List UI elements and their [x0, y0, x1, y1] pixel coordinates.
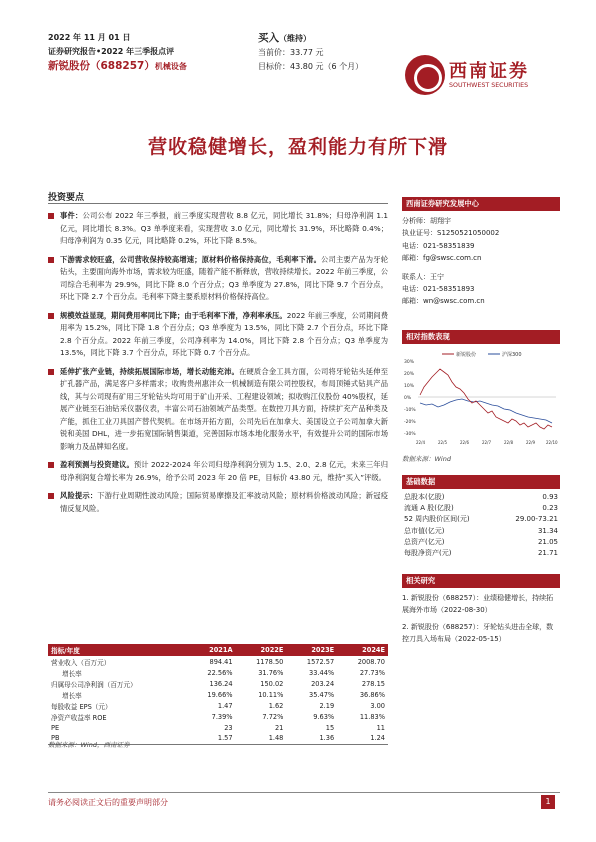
- para-lead: 盈利预测与投资建议。: [60, 460, 134, 469]
- x-tick: 22/7: [482, 440, 491, 445]
- para-expense: [48, 310, 388, 360]
- cell: 36.86%: [359, 690, 385, 699]
- table-source: 数据来源：Wind，西南证券: [48, 741, 130, 749]
- cell: 7.39%: [211, 712, 233, 721]
- col-header: 2023E: [286, 644, 337, 656]
- label: 邮箱：: [402, 254, 423, 263]
- summary-heading: 投资要点: [48, 193, 85, 203]
- rating-note: （维持）: [279, 34, 311, 43]
- footer-divider: [48, 792, 560, 793]
- logo-text-cn: 西南证券: [449, 61, 529, 82]
- cell: 9.63%: [313, 712, 335, 721]
- cell: 1.47: [217, 701, 233, 710]
- cell: PE: [51, 723, 60, 732]
- target-price: [258, 60, 363, 74]
- cell: 1.62: [268, 701, 284, 710]
- cell: 1572.57: [306, 657, 335, 666]
- para-text: 预计 2022-2024 年公司归母净利润分别为 1.5、2.0、2.8 亿元，未来三年归母净利润复合增长率为 26.9%，给予公司 2023 年 20 倍 PE，目标价 43.80 元，维持“买入”评级。: [60, 460, 388, 482]
- tel-row: [402, 240, 560, 252]
- col-header: 指标/年度: [48, 644, 188, 656]
- cell: 21.05: [537, 537, 558, 546]
- x-tick: 22/5: [438, 440, 447, 445]
- col-header: 2022E: [236, 644, 287, 656]
- legend-label-index: 沪深300: [502, 352, 522, 358]
- cell: 0.23: [542, 503, 558, 512]
- target-value: 43.80 元（6 个月）: [290, 62, 364, 71]
- price-label: 当前价：: [258, 48, 290, 57]
- tel2-row: [402, 283, 560, 295]
- cell: 203.24: [311, 679, 335, 688]
- cell: 29.00-73.21: [515, 515, 558, 524]
- y-tick: 0%: [404, 396, 412, 401]
- table-row: [402, 514, 560, 525]
- related-item[interactable]: [402, 621, 560, 646]
- y-tick: 20%: [404, 372, 415, 377]
- relative-performance-chart: [402, 347, 560, 447]
- para-text: 下游行业周期性波动风险；国际贸易摩擦及汇率波动风险；原材料价格波动风险；新冠疫情反复风险。: [60, 491, 389, 513]
- label: 电话：: [402, 241, 423, 250]
- tel-number: 021-58351839: [423, 241, 475, 250]
- x-tick: 22/10: [546, 440, 558, 445]
- cell: 31.34: [537, 526, 558, 535]
- cell: 流通 A 股(亿股): [404, 503, 454, 512]
- table-row: [402, 502, 560, 513]
- label: 联系人：: [402, 272, 430, 281]
- email-address[interactable]: wn@swsc.com.cn: [423, 297, 485, 306]
- x-tick: 22/8: [504, 440, 513, 445]
- para-text: 2022 年前三季度，公司期间费用率为 15.2%，同比下降 1.8 个百分点；Q3 单季度为 13.5%，同比下降 2.7 个百分点，环比下降 2.8 个百分点。2022 年前三季度，公司净利率为 14.0%，同比下降 2.8 个百分点；Q3 单季度为 13.5%，同比下降 3.7 个百分点，环比下降 0.7 个百分点。: [60, 310, 389, 357]
- table-row: [402, 525, 560, 536]
- financial-forecast-table: [48, 644, 388, 745]
- cell: 2008.70: [357, 657, 385, 666]
- related-list: [402, 592, 560, 646]
- para-event: [48, 210, 388, 248]
- cell: 15: [325, 723, 335, 732]
- report-type: 证券研究报告•2022 年三季报点评: [48, 47, 175, 56]
- cell: 每股收益 EPS（元）: [51, 702, 112, 711]
- cell: 增长率: [62, 669, 82, 678]
- legend-label-stock: 新锐股份: [456, 352, 477, 358]
- table-row: [48, 667, 388, 678]
- current-price: [258, 46, 363, 60]
- rating: [258, 31, 363, 46]
- page-number: 1: [541, 795, 555, 809]
- table-row: [48, 678, 388, 689]
- y-tick: 10%: [404, 384, 415, 389]
- cell: 33.44%: [309, 668, 335, 677]
- cell: 1.48: [236, 733, 287, 744]
- divider: [48, 203, 388, 204]
- cell: 21: [274, 723, 284, 732]
- summary-body: [48, 210, 388, 521]
- related-item[interactable]: [402, 592, 560, 617]
- x-tick: 22/9: [526, 440, 535, 445]
- related-heading: 相关研究: [402, 574, 560, 588]
- cell: 52 周内股价区间(元): [404, 515, 470, 524]
- cell: 10.11%: [258, 690, 284, 699]
- x-tick: 22/4: [416, 440, 425, 445]
- label: 电话：: [402, 285, 423, 294]
- cell: 每股净资产(元): [404, 549, 452, 558]
- contact-row: [402, 271, 560, 283]
- cell: 3.00: [370, 701, 385, 710]
- cell: 1.24: [337, 733, 388, 744]
- table-header-row: [48, 644, 388, 656]
- cell: 营业收入（百万元）: [51, 658, 111, 667]
- cell: 27.73%: [359, 668, 385, 677]
- cell: 35.47%: [309, 690, 335, 699]
- label: 邮箱：: [402, 297, 423, 306]
- cell: PB: [48, 733, 188, 744]
- para-demand: [48, 254, 388, 304]
- brand-logo: [405, 55, 560, 95]
- col-header: 2021A: [188, 644, 236, 656]
- industry: 机械设备: [154, 62, 187, 71]
- chart-source: 数据来源：Wind: [402, 455, 451, 463]
- cell: 11: [376, 723, 385, 732]
- table-row: [402, 547, 560, 558]
- cell: 总资产(亿元): [404, 537, 445, 546]
- para-lead: 延伸扩张产业链，持续拓展国际市场，增长动能充沛。: [60, 366, 239, 376]
- report-meta: [48, 31, 187, 74]
- y-tick: 30%: [404, 360, 415, 365]
- rating-block: [258, 31, 363, 74]
- cell: 7.72%: [262, 712, 284, 721]
- related-title[interactable]: 1. 新锐股份（688257）：业绩稳健增长，持续拓展海外市场: [402, 594, 554, 615]
- basic-data-table: [402, 491, 560, 559]
- cell: 150.02: [260, 679, 284, 688]
- stock-series-line: [420, 369, 552, 429]
- rating-value: 买入: [258, 32, 279, 44]
- para-expansion: [48, 366, 388, 454]
- company-ticker: 新锐股份（688257）: [48, 60, 155, 72]
- cell: 21.71: [537, 549, 558, 558]
- price-value: 33.77 元: [290, 48, 324, 57]
- analyst-name: 胡翔宇: [430, 217, 451, 225]
- analyst-info: [402, 215, 560, 308]
- cell: 归属母公司净利润（百万元）: [51, 680, 137, 689]
- label: 执业证号：: [402, 229, 437, 238]
- company-name: [48, 59, 187, 74]
- cell: 22.56%: [207, 668, 233, 677]
- report-title: 营收稳健增长，盈利能力有所下滑: [147, 136, 448, 158]
- cell: 31.76%: [258, 668, 284, 677]
- table-row: [48, 711, 388, 722]
- cell: 总市值(亿元): [404, 526, 445, 535]
- para-lead: 事件：: [60, 211, 83, 220]
- cert-row: [402, 227, 560, 239]
- cell: 0.93: [542, 492, 558, 501]
- col-header: 2024E: [337, 644, 388, 656]
- related-date: （2022-05-15）: [451, 635, 506, 644]
- team-heading: 西南证券研究发展中心: [402, 197, 560, 211]
- y-tick: -30%: [404, 432, 416, 437]
- cell: 2.19: [319, 701, 335, 710]
- tel-number: 021-58351893: [423, 285, 475, 294]
- para-lead: 下游需求较旺盛，公司营收保持较高增速；原材料价格保持高位，毛利率下滑。: [60, 254, 322, 264]
- para-text: 公司主要产品为牙轮钻头，主要面向海外市场，需求较为旺盛，随着产能不断释放，营收持续增长。2022 年前三季度，公司综合毛利率为 29.9%，同比下降 8.0 个百分点；Q3 单季度为 27.8%，同比下降 9.7 个百分点，环比下降 2.7 个百分点。毛利率下降主要系原材料价格保持高位。: [60, 254, 389, 301]
- para-lead: 风险提示：: [60, 491, 98, 500]
- table-row: [48, 722, 388, 733]
- footer-disclaimer: 请务必阅读正文后的重要声明部分: [48, 798, 168, 807]
- email-row: [402, 252, 560, 264]
- cell: 1.57: [188, 733, 236, 744]
- cell: 1178.50: [256, 657, 284, 666]
- cell: 11.83%: [359, 712, 385, 721]
- perf-heading: 相对指数表现: [402, 330, 560, 344]
- cell: 19.66%: [207, 690, 233, 699]
- cert-number: S1250521050002: [437, 229, 500, 238]
- table-row: [48, 689, 388, 700]
- related-date: （2022-08-30）: [437, 606, 492, 615]
- table-row: [402, 491, 560, 502]
- basic-heading: 基础数据: [402, 475, 560, 489]
- email2-row: [402, 295, 560, 307]
- target-label: 目标价：: [258, 62, 290, 71]
- logo-mark-icon: [405, 55, 445, 95]
- y-tick: -10%: [404, 408, 416, 413]
- table-row: [48, 656, 388, 667]
- x-tick: 22/6: [460, 440, 469, 445]
- logo-text-en: SOUTHWEST SECURITIES: [449, 82, 529, 89]
- cell: 净资产收益率 ROE: [51, 713, 107, 722]
- cell: 894.41: [209, 657, 233, 666]
- cell: 136.24: [209, 679, 233, 688]
- label: 分析师：: [402, 217, 430, 225]
- cell: 23: [224, 723, 233, 732]
- para-lead: 规模效益显现，期间费用率同比下降；由于毛利率下滑，净利率承压。: [60, 310, 287, 320]
- email-address[interactable]: fg@swsc.com.cn: [423, 254, 482, 263]
- y-tick: -20%: [404, 420, 416, 425]
- para-text: 在硬质合金工具方面，公司将牙轮钻头延伸至扩孔器产品，满足客户多样需求；收购贵州惠沣众一机械制造有限公司控股权，布局顶锤式钻具产品线，其与公司现有矿用三牙轮钻头均可用于矿山开采、工程建设领域；拟收购江仪股份 40%股权，延展产业链至石油钻采仪器仪表，丰富公司石油领域产品类型。在数控刀具方面，持续扩充产品种类及产能，抓住工业刀具国产替代契机。在市场开拓方面，公司先后在加拿大、美国设立子公司加拿大新锐和美国 DHL，进一步拓宽国际销售渠道，完善国际市场本地化服务水平，有效提升公司的国际市场影响力及品牌知名度。: [60, 366, 389, 451]
- table-row: [48, 700, 388, 711]
- cell: 增长率: [62, 691, 82, 700]
- table-row: [402, 536, 560, 547]
- cell: 278.15: [361, 679, 385, 688]
- report-date: 2022 年 11 月 01 日: [48, 33, 131, 42]
- cell: 总股本(亿股): [404, 492, 445, 501]
- contact-name: 王宁: [430, 272, 444, 281]
- para-risk: [48, 490, 388, 515]
- para-text: 公司公布 2022 年三季报，前三季度实现营收 8.8 亿元，同比增长 31.8%；归母净利润 1.1 亿元，同比增长 8.3%。Q3 单季度来看，实现营收 3.0 亿元，同比增长 31.9%，环比略降 0.4%；归母净利润为 0.35 亿元，同比略降 0.2%，环比下降 8.5%。: [60, 211, 388, 245]
- para-forecast: [48, 459, 388, 484]
- related-title[interactable]: 2. 新锐股份（688257）：牙轮钻头进击全球，数控刀具入场布局: [402, 622, 554, 644]
- analyst-row: [402, 215, 560, 227]
- cell: 1.36: [286, 733, 337, 744]
